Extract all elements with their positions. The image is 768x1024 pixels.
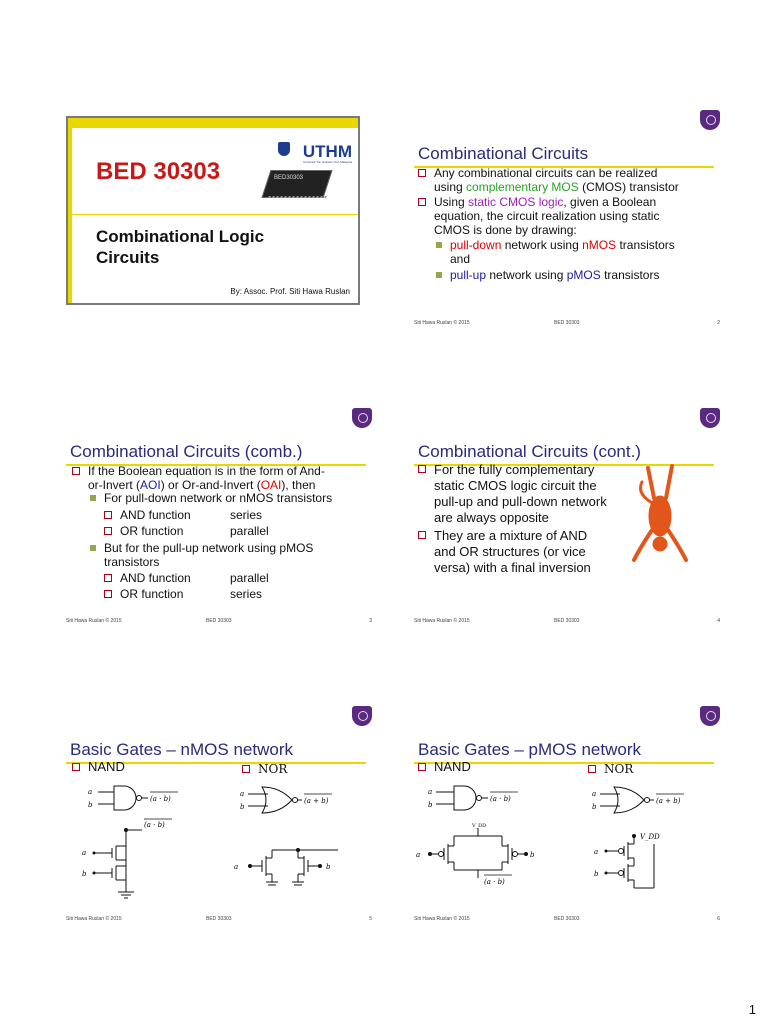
nor-input-b: b bbox=[240, 803, 245, 811]
footer-author: Siti Hawa Ruslan © 2015 bbox=[414, 916, 470, 922]
hanging-monkey-illustration bbox=[626, 464, 694, 576]
bullet-1: For the fully complementary static CMOS logic circuit the pull-up and pull-down network are always opposite bbox=[434, 462, 607, 525]
nand-heading: NAND bbox=[434, 759, 471, 774]
yellow-top-band bbox=[68, 118, 358, 128]
rule-or-pull-up: OR function series bbox=[120, 587, 350, 601]
rule-and-pull-up: AND function parallel bbox=[120, 571, 350, 585]
nor-transistor-b-label: b bbox=[326, 863, 331, 871]
nor-transistor-b-label: b bbox=[594, 870, 599, 878]
footer-course-code: BED 30303 bbox=[554, 320, 580, 326]
slide-1 bbox=[66, 116, 366, 356]
nor-gate-output: (a + b) bbox=[656, 797, 681, 805]
course-code: BED 30303 bbox=[96, 158, 221, 185]
footer-course-code: BED 30303 bbox=[206, 618, 232, 624]
slide-title: Basic Gates – pMOS network bbox=[418, 740, 641, 759]
rule-and-pull-down: AND function series bbox=[120, 508, 350, 522]
deck-title-line2: Circuits bbox=[96, 248, 160, 267]
yellow-left-band bbox=[68, 118, 72, 303]
slide-title: Basic Gates – nMOS network bbox=[70, 740, 293, 759]
slide-title: Combinational Circuits (cont.) bbox=[418, 442, 641, 461]
footer-author: Siti Hawa Ruslan © 2015 bbox=[66, 618, 122, 624]
author-byline: By: Assoc. Prof. Siti Hawa Ruslan bbox=[230, 287, 350, 296]
sub-bullet-pull-up: pull-up network using pMOS transistors bbox=[450, 268, 660, 282]
university-logo-icon bbox=[700, 408, 720, 428]
nand-network-output: (a · b) bbox=[484, 878, 505, 886]
nor-input-b: b bbox=[592, 803, 597, 811]
uthm-logo-text: UTHM bbox=[302, 142, 352, 161]
nor-gate-output: (a + b) bbox=[304, 797, 329, 805]
bullet-1: If the Boolean equation is in the form of And- or-Invert (AOI) or Or-and-Invert (OAI), then bbox=[88, 464, 325, 492]
page-number: 1 bbox=[748, 1002, 756, 1017]
slide-number: 4 bbox=[717, 618, 720, 624]
footer-author: Siti Hawa Ruslan © 2015 bbox=[414, 618, 470, 624]
nand-transistor-a-label: a bbox=[416, 851, 421, 859]
university-logo-icon bbox=[352, 408, 372, 428]
slide-3 bbox=[66, 398, 372, 638]
bullet-2: Using static CMOS logic, given a Boolean equation, the circuit realization using static CMOS is done by drawing: bbox=[434, 195, 660, 237]
nand-input-b: b bbox=[428, 801, 433, 809]
nand-input-a: a bbox=[88, 788, 93, 796]
nor-heading: NOR bbox=[258, 762, 288, 776]
yellow-divider bbox=[72, 214, 358, 215]
slide-5 bbox=[66, 696, 372, 936]
nand-heading: NAND bbox=[88, 759, 125, 774]
nor-pmos-schematic bbox=[580, 784, 700, 894]
footer-course-code: BED 30303 bbox=[554, 618, 580, 624]
slide-title: Combinational Circuits bbox=[418, 144, 589, 163]
university-logo-icon bbox=[352, 706, 372, 726]
slide-6 bbox=[414, 696, 720, 936]
bullet-2: They are a mixture of AND and OR structures (or vice versa) with a final inversion bbox=[434, 528, 591, 575]
nand-transistor-a-label: a bbox=[82, 849, 87, 857]
sub-bullet-pull-down: For pull-down network or nMOS transistors bbox=[104, 491, 333, 505]
slide-title: Combinational Circuits (comb.) bbox=[70, 442, 303, 461]
nor-vdd-label: V_DD bbox=[640, 833, 660, 841]
slide-2 bbox=[414, 100, 720, 340]
deck-title-line1: Combinational Logic bbox=[96, 227, 265, 246]
nand-input-b: b bbox=[88, 801, 93, 809]
nand-network-output: (a · b) bbox=[144, 821, 165, 829]
nand-transistor-b-label: b bbox=[530, 851, 535, 859]
nand-gate-output: (a · b) bbox=[490, 795, 511, 803]
slide-number: 2 bbox=[717, 320, 720, 326]
nand-pmos-schematic bbox=[414, 784, 544, 894]
nor-heading: NOR bbox=[604, 762, 634, 776]
nor-transistor-a-label: a bbox=[234, 863, 239, 871]
footer-course-code: BED 30303 bbox=[554, 916, 580, 922]
nor-nmos-schematic bbox=[226, 784, 356, 894]
slide-number: 5 bbox=[369, 916, 372, 922]
nor-input-a: a bbox=[592, 790, 597, 798]
footer-course-code: BED 30303 bbox=[206, 916, 232, 922]
nand-input-a: a bbox=[428, 788, 433, 796]
chip-label: BED30303 bbox=[274, 175, 304, 181]
university-logo-icon bbox=[700, 110, 720, 130]
slide-4 bbox=[414, 398, 720, 638]
sub-bullet-pull-up: But for the pull-up network using pMOS transistors bbox=[104, 541, 314, 569]
bullet-1: Any combinational circuits can be realized using complementary MOS (CMOS) transistor bbox=[434, 166, 679, 194]
nand-nmos-schematic bbox=[76, 784, 196, 904]
uthm-crest-icon bbox=[278, 142, 290, 156]
footer-author: Siti Hawa Ruslan © 2015 bbox=[66, 916, 122, 922]
title-slide-frame bbox=[66, 116, 360, 305]
footer-author: Siti Hawa Ruslan © 2015 bbox=[414, 320, 470, 326]
sub-bullet-pull-down: pull-down network using nMOS transistors and bbox=[450, 238, 675, 266]
uthm-logo-subtitle: Universiti Tun Hussein Onn Malaysia bbox=[302, 160, 352, 164]
rule-or-pull-down: OR function parallel bbox=[120, 524, 350, 538]
nand-transistor-b-label: b bbox=[82, 870, 87, 878]
nand-vdd-label: V_DD bbox=[472, 823, 487, 829]
slide-number: 3 bbox=[369, 618, 372, 624]
nand-gate-output: (a · b) bbox=[150, 795, 171, 803]
nor-input-a: a bbox=[240, 790, 245, 798]
slide-number: 6 bbox=[717, 916, 720, 922]
deck-title bbox=[96, 226, 264, 268]
chip-pins bbox=[267, 196, 327, 201]
university-logo-icon bbox=[700, 706, 720, 726]
nor-transistor-a-label: a bbox=[594, 848, 599, 856]
